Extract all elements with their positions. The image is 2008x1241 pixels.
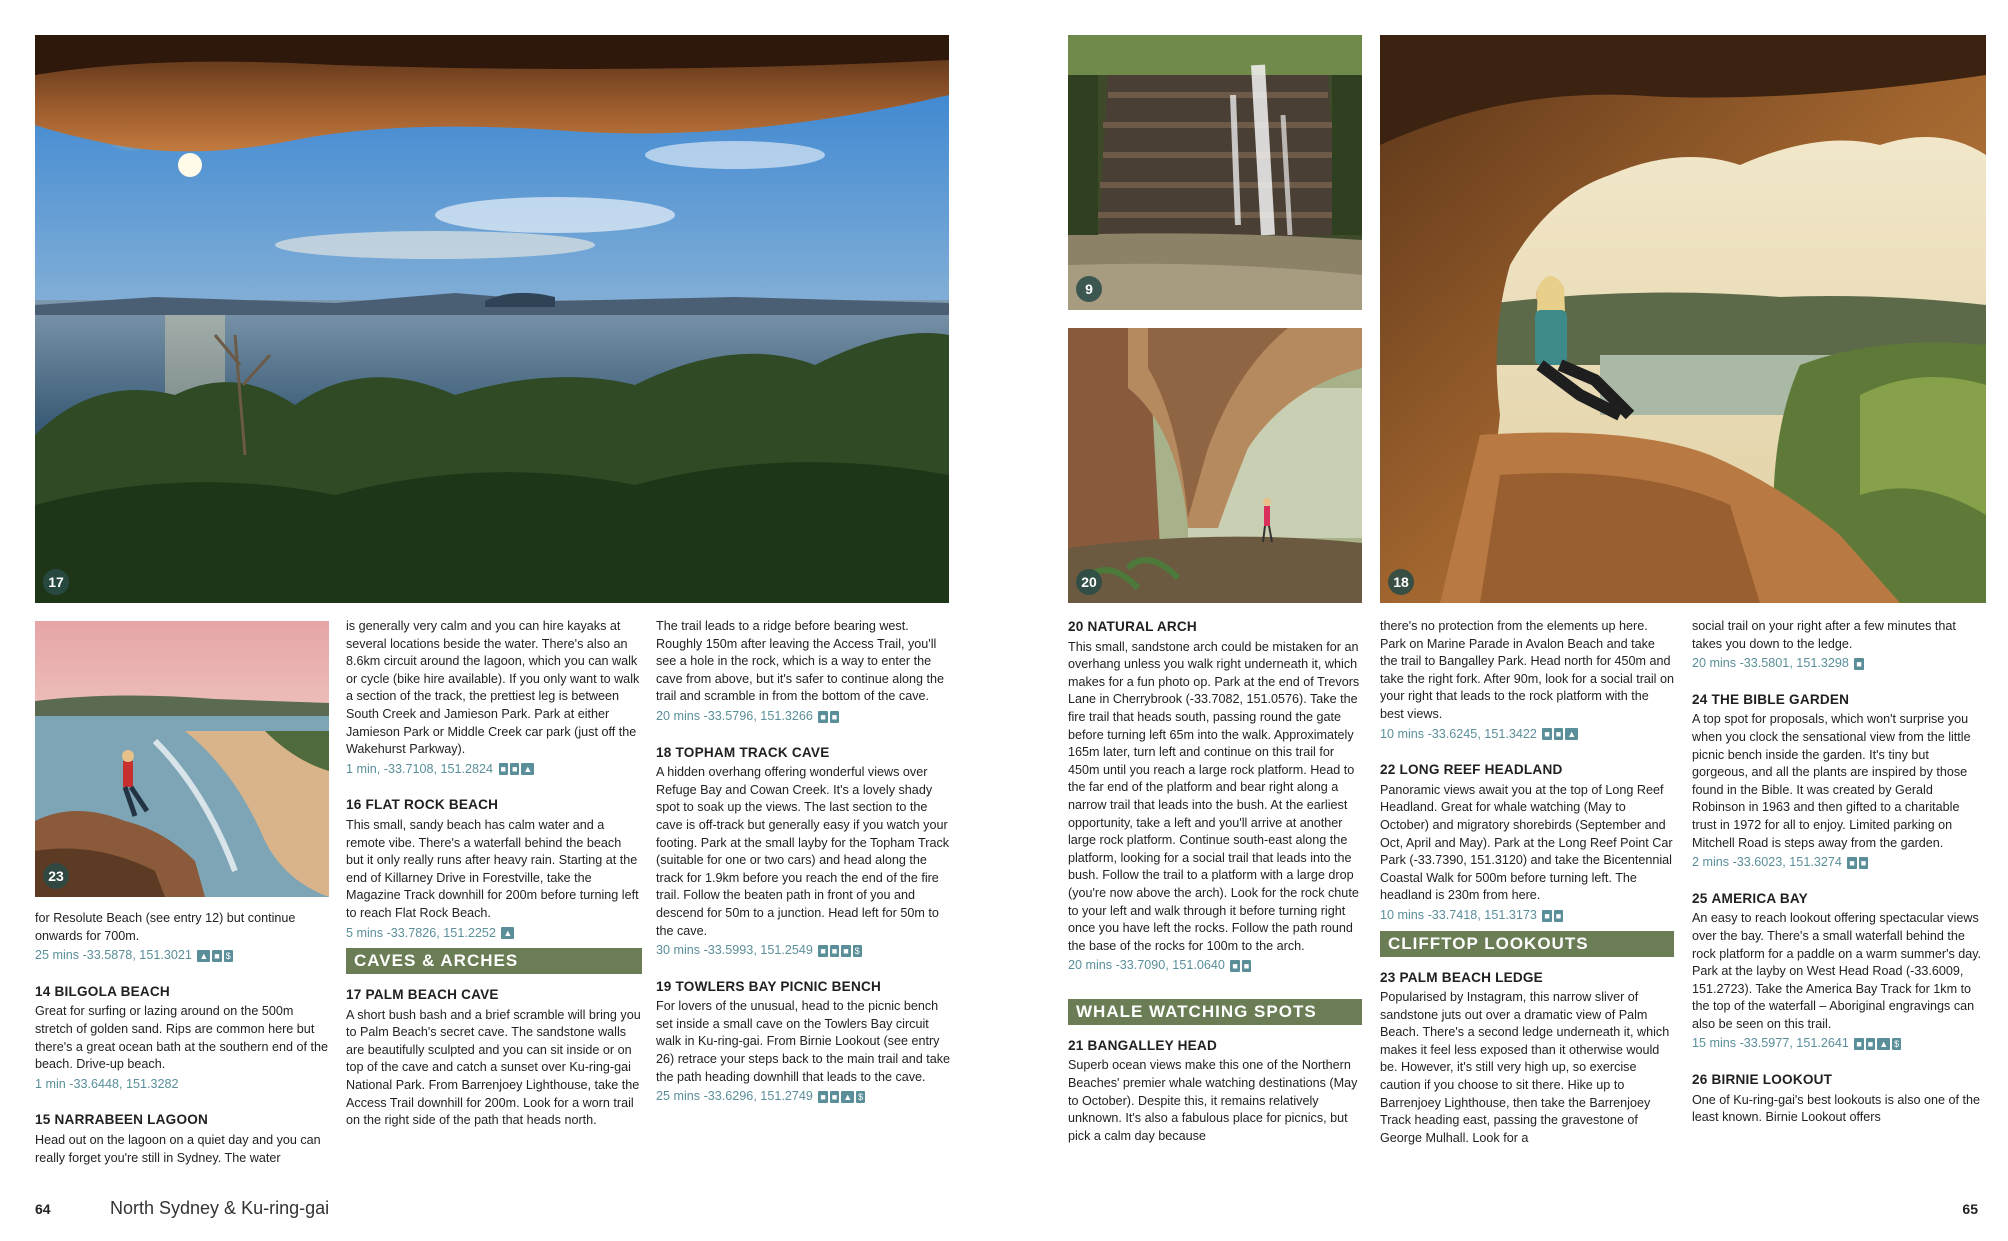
facility-icon: ■ [1555,729,1562,740]
entry-body: Head out on the lagoon on a quiet day and you can really forget you're still in Sydney. The water [35,1132,321,1165]
facility-icon: ▲ [1567,729,1577,740]
entry-meta: 1 min, -33.7108, 151.2824 ■ ■ ▲ [346,761,533,776]
continuation-text: The trail leads to a ridge before bearing west. Roughly 150m after leaving the Access Trail, you'll see a hole in the rock, which is a way to enter the cave from above, but it's safer to continue along the trail and scramble in from the bottom of the cave. [656,619,945,704]
entry-body: For lovers of the unusual, head to the picnic bench set inside a small cave on the Towlers Bay circuit walk in Ku-ring-gai. From Birnie Lookout (see entry 26) retrace your steps back to the main trail and take the path heading downhill that leads to the cave. [656,999,951,1084]
entry-title: 21 BANGALLEY HEAD [1068,1037,1217,1053]
entry-title: 18 TOPHAM TRACK CAVE [656,744,830,760]
facility-icon: $ [858,1091,864,1102]
facility-icon: $ [1894,1039,1900,1050]
entry-title: 17 PALM BEACH CAVE [346,987,499,1003]
facility-icon: ▲ [503,928,513,939]
entry-title: 15 NARRABEEN LAGOON [35,1112,209,1128]
facility-icon: ■ [820,945,826,956]
entry-meta: 10 mins -33.6245, 151.3422 ■ ■ ▲ [1380,726,1577,741]
photo-number-badge: 23 [43,863,69,889]
facility-icon: ■ [1856,1039,1862,1050]
page-number: 64 [35,1201,51,1217]
facility-icon: ▲ [523,764,533,775]
section-heading-whale-watching: WHALE WATCHING SPOTS [1068,999,1362,1025]
section-heading-clifftop-lookouts: CLIFFTOP LOOKOUTS [1380,931,1674,957]
entry-meta: 30 mins -33.5993, 151.2549 ■ ■ ■ $ [656,943,860,958]
right-page [1004,0,2008,1241]
entry-body: Panoramic views await you at the top of Long Reef Headland. Great for whale watching (May to October) and migratory shorebirds (September and Oct, April and May). Park at the Long Reef Point Car Park (-33.7390, 151.3120) and take the Bicentennial Coastal Walk for 500m before turning left. The headland is 230m from here. [1380,782,1673,903]
photo-number-badge: 17 [43,569,69,595]
facility-icon: ■ [1867,1039,1874,1050]
entry-title: 14 BILGOLA BEACH [35,983,170,999]
entry-meta: 25 mins -33.6296, 151.2749 ■ ■ ▲ $ [656,1089,864,1104]
entry-body: Popularised by Instagram, this narrow sliver of sandstone juts out over a dramatic view of Palm Beach. There's a second ledge underneath it, which makes it feel less exposed than it otherwise would be. However, it's still very high up, so exercise caution if you choose to sit there. Hike up to Barrenjoey Lighthouse, then take the Barrenjoey Track heading east, passing the gravestone of George Mulhall. Look for a [1380,990,1670,1145]
continuation-text: social trail on your right after a few minutes that takes you down to the ledge. [1692,619,1956,651]
right-column-3 [1692,618,1986,1127]
entry-title: 23 PALM BEACH LEDGE [1380,969,1543,985]
cave-sunset-image [35,35,949,603]
photo-natural-arch [1068,328,1362,603]
page-number: 65 [1962,1201,1978,1217]
entry-meta: 5 mins -33.7826, 151.2252 ▲ [346,925,513,940]
arch-image [1068,328,1362,603]
facility-icon: ▲ [199,950,209,961]
facility-icon: ■ [843,945,849,956]
facility-icon: ■ [1232,960,1238,971]
facility-icon: ▲ [843,1091,853,1102]
entry-meta: 15 mins -33.5977, 151.2641 ■ ■ ▲ $ [1692,1036,1900,1051]
entry-title: 20 NATURAL ARCH [1068,619,1197,634]
entry-meta: 25 mins -33.5878, 151.3021 ▲ ■ $ [35,948,231,963]
entry-title: 16 FLAT ROCK BEACH [346,797,499,813]
left-column-1 [35,910,329,1167]
entry-title: 26 BIRNIE LOOKOUT [1692,1072,1833,1088]
facility-icon: $ [225,950,231,961]
entry-meta: 20 mins -33.5796, 151.3266 ■ ■ [656,708,838,723]
facility-icon: ■ [820,711,826,722]
entry-body: An easy to reach lookout offering spectacular views over the bay. There's a small waterfall behind the rock platform for a paddle on a warm summer's day. Park at the layby on West Head Road (-33.6009, 151.2723). Take the America Bay Track for 1km to the top of the waterfall – Aboriginal engravings can also be seen on this trail. [1692,911,1982,1031]
entry-title: 25 AMERICA BAY [1692,890,1808,906]
entry-title: 24 THE BIBLE GARDEN [1692,691,1850,707]
entry-body: This small, sandstone arch could be mistaken for an overhang unless you walk right underneath it, which makes for a fun photo op. Park at the end of Trevors Lane in Cherrybrook (-33.7082, 151.0576). Take the fire trail that heads south, passing round the gate before turning left 65m into the walk. Approximately 165m later, turn left and continue on this trail for 450m until you reach a large rock platform. Head to the far end of the platform and bear right along a narrow trail that leads into the bush. At the earliest opportunity, take a left and you'll arrive at another large rock platform. Continue south-east along the platform, looking for a social trail that leads into the bush. Follow the trail to a platform with a large drop (you're now above the arch). Look for the rock chute to your left and walk through it before turning right once you have left the rocks. Follow the path round the base of the rocks for 100m to the arch. [1068,639,1360,953]
facility-icon: ■ [1544,729,1550,740]
facility-icon: ▲ [1879,1039,1889,1050]
facility-icon: ■ [1243,960,1250,971]
entry-meta: 20 mins -33.5801, 151.3298 ■ [1692,656,1862,671]
entry-body: Superb ocean views make this one of the Northern Beaches' premier whale watching destinations (May to October). Despite this, it remains relatively unknown. It's also a fabulous place for picnics, but pick a calm day because [1068,1058,1358,1143]
photo-number-badge: 18 [1388,569,1414,595]
right-column-2 [1380,618,1674,1147]
photo-topham-track-cave [1380,35,1986,603]
section-heading-caves-arches: CAVES & ARCHES [346,948,642,974]
entry-title: 19 TOWLERS BAY PICNIC BENCH [656,978,881,994]
running-title: North Sydney & Ku-ring-gai [110,1198,330,1218]
facility-icon: ■ [500,764,506,775]
cave-person-image [1380,35,1986,603]
facility-icon: ■ [214,950,220,961]
entry-meta: 10 mins -33.7418, 151.3173 ■ ■ [1380,907,1562,922]
entry-body: A top spot for proposals, which won't surprise you when you clock the sensational view from the little picnic bench inside the garden. It's tiny but gorgeous, and all the plants are inspired by those found in the Bible. It was created by Gerald Robinson in 1963 and then gifted to a charitable trust in 1972 for all to enjoy. Limited parking on Mitchell Road is steps away from the garden. [1692,712,1971,850]
facility-icon: ■ [820,1091,826,1102]
facility-icon: ■ [511,764,518,775]
photo-palm-beach-ledge [35,621,329,897]
entry-title: 22 LONG REEF HEADLAND [1380,762,1563,778]
facility-icon: ■ [1860,857,1867,868]
facility-icon: ■ [831,945,838,956]
entry-body: This small, sandy beach has calm water and a remote vibe. There's a waterfall behind the beach but it only really runs after heavy rain. Starting at the end of Killarney Drive in Forestville, take the Magazine Track downhill for 200m before turning left to reach Flat Rock Beach. [346,817,639,920]
left-column-3 [656,618,952,1106]
facility-icon: ■ [1544,910,1550,921]
entry-body: Great for surfing or lazing around on the 500m stretch of golden sand. Rips are common here but there's a great ocean bath at the southern end of the beach. Drive-up beach. [35,1004,328,1072]
continuation-text: there's no protection from the elements up here. Park on Marine Parade in Avalon Beach and take the trail to Bangalley Park. Head north for 450m and take the right fork. After 90m, look for a social trail on your right that leads to the rock platform with the best views. [1380,619,1674,721]
entry-meta: 20 mins -33.7090, 151.0640 ■ ■ [1068,958,1250,973]
facility-icon: ■ [1555,910,1562,921]
entry-body: A short bush bash and a brief scramble will bring you to Palm Beach's secret cave. The sandstone walls are beautifully sculpted and you can sit inside or on top of the cave and catch a sunset over Ku-ring-gai National Park. From Barrenjoey Lighthouse, take the Access Trail downhill for 200m. Look for a worn trail on the right side of the path that heads north. [346,1007,641,1128]
facility-icon: ■ [1856,658,1862,669]
photo-number-badge: 20 [1076,569,1102,595]
facility-icon: ■ [831,1091,838,1102]
entry-body: One of Ku-ring-gai's best lookouts is also one of the least known. Birnie Lookout offers [1692,1092,1981,1125]
photo-waterfall [1068,35,1362,310]
entry-meta: 2 mins -33.6023, 151.3274 ■ ■ [1692,855,1867,870]
continuation-text: is generally very calm and you can hire kayaks at several locations beside the water. There's also an 8.6km circuit around the lagoon, which you can walk or cycle (bike hire available). If you only want to walk a section of the track, the prettiest leg is between South Creek and Jamieson Park. Park at either Jamieson Park or Middle Creek car park (just off the Wakehurst Parkway). [346,619,640,757]
facility-icon: $ [854,945,860,956]
waterfall-image [1068,35,1362,310]
entry-body: A hidden overhang offering wonderful views over Refuge Bay and Cowan Creek. It's a lovely shady spot to soak up the views. The last section to the cave is off-track but generally easy if you watch your footing. Park at the small layby for the Topham Track (suitable for one or two cars) and head along the track for 1.9km before you reach the end of the fire trail. Follow the beaten path in front of you and descend for 50m to a junction. Head left for 50m to the cave. [656,765,950,938]
photo-number-badge: 9 [1076,276,1102,302]
right-column-1 [1068,618,1362,1145]
facility-icon: ■ [1849,857,1855,868]
entry-meta: 1 min -33.6448, 151.3282 [35,1076,179,1091]
photo-palm-beach-cave [35,35,949,603]
continuation-text: for Resolute Beach (see entry 12) but continue onwards for 700m. [35,911,296,943]
facility-icon: ■ [831,711,838,722]
left-column-2 [346,618,642,1130]
ledge-image [35,621,329,897]
